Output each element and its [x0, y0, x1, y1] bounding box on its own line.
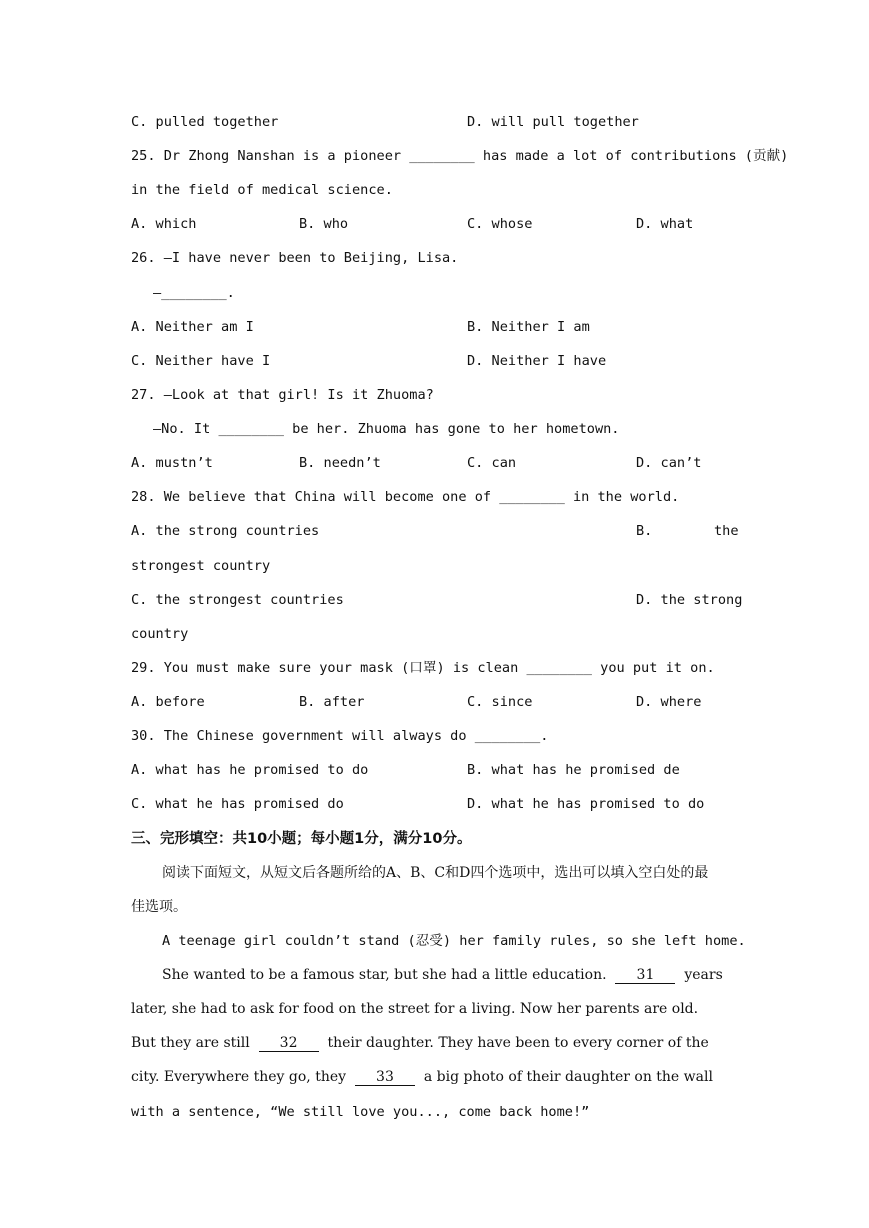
q26-stem-line2: —________.: [153, 285, 235, 301]
passage-line5-end: a big photo of their daughter on the wall: [423, 1069, 713, 1085]
q29-option-a: A. before: [131, 694, 205, 710]
blank-32[interactable]: 32: [259, 1035, 319, 1052]
passage-line2-text: She wanted to be a famous star, but she had a little education.: [162, 967, 607, 983]
q27-option-c: C. can: [467, 455, 517, 471]
passage-line5: [131, 1067, 713, 1087]
q29-option-d: D. where: [636, 694, 702, 710]
q26-option-a: A. Neither am I: [131, 319, 254, 335]
q30-option-c: C. what he has promised do: [131, 796, 344, 812]
q26-option-b: B. Neither I am: [467, 319, 590, 335]
q25-option-b: B. who: [299, 216, 349, 232]
q27-option-b: B. needn’t: [299, 455, 381, 471]
q29-option-c: C. since: [467, 694, 533, 710]
q28-option-a: A. the strong countries: [131, 523, 320, 539]
q28-stem: 28. We believe that China will become one of ________ in the world.: [131, 489, 680, 505]
instructions-line1: 阅读下面短文，从短文后各题所给的A、B、C和D四个选项中，选出可以填入空白处的最: [162, 865, 709, 881]
passage-line2: [162, 965, 723, 985]
q27-stem-line1: 27. —Look at that girl! Is it Zhuoma?: [131, 387, 434, 403]
passage-line4: [131, 1033, 709, 1053]
q28-option-b-continued: strongest country: [131, 558, 271, 574]
blank-33[interactable]: 33: [355, 1069, 415, 1086]
blank-31[interactable]: 31: [615, 967, 675, 984]
passage-line4-text: But they are still: [131, 1035, 250, 1051]
q28-option-b-label: B.: [636, 523, 653, 539]
q30-option-a: A. what has he promised to do: [131, 762, 369, 778]
section-heading: 三、完形填空：共10小题；每小题1分，满分10分。: [131, 831, 472, 847]
q25-stem-line2: in the field of medical science.: [131, 182, 393, 198]
q27-stem-line2: —No. It ________ be her. Zhuoma has gone to her hometown.: [153, 421, 620, 437]
q29-option-b: B. after: [299, 694, 365, 710]
q30-option-b: B. what has he promised de: [467, 762, 680, 778]
q27-option-a: A. mustn’t: [131, 455, 213, 471]
q28-option-d-continued: country: [131, 626, 189, 642]
q28-option-b-text: the: [714, 523, 739, 539]
q25-option-d: D. what: [636, 216, 694, 232]
passage-line3: later, she had to ask for food on the street for a living. Now her parents are old.: [131, 1001, 699, 1017]
passage-line1: A teenage girl couldn’t stand (忍受) her family rules, so she left home.: [162, 933, 746, 949]
q30-option-d: D. what he has promised to do: [467, 796, 705, 812]
q29-stem: 29. You must make sure your mask (口罩) is clean ________ you put it on.: [131, 660, 715, 676]
instructions-line2: 佳选项。: [131, 899, 187, 915]
q25-option-c: C. whose: [467, 216, 533, 232]
passage-line5-text: city. Everywhere they go, they: [131, 1069, 347, 1085]
q28-option-d: D. the strong: [636, 592, 743, 608]
q25-option-a: A. which: [131, 216, 197, 232]
q26-stem-line1: 26. —I have never been to Beijing, Lisa.: [131, 250, 459, 266]
q24-option-d: D. will pull together: [467, 114, 639, 130]
q25-stem-line1: 25. Dr Zhong Nanshan is a pioneer ________ has made a lot of contributions (贡献): [131, 148, 789, 164]
q26-option-c: C. Neither have I: [131, 353, 271, 369]
q26-option-d: D. Neither I have: [467, 353, 607, 369]
passage-line4-end: their daughter. They have been to every corner of the: [327, 1035, 709, 1051]
q24-option-c: C. pulled together: [131, 114, 279, 130]
passage-line6: with a sentence, “We still love you..., come back home!”: [131, 1104, 590, 1120]
passage-line2-end: years: [684, 967, 723, 983]
q27-option-d: D. can’t: [636, 455, 702, 471]
q30-stem: 30. The Chinese government will always do ________.: [131, 728, 549, 744]
q28-option-c: C. the strongest countries: [131, 592, 344, 608]
